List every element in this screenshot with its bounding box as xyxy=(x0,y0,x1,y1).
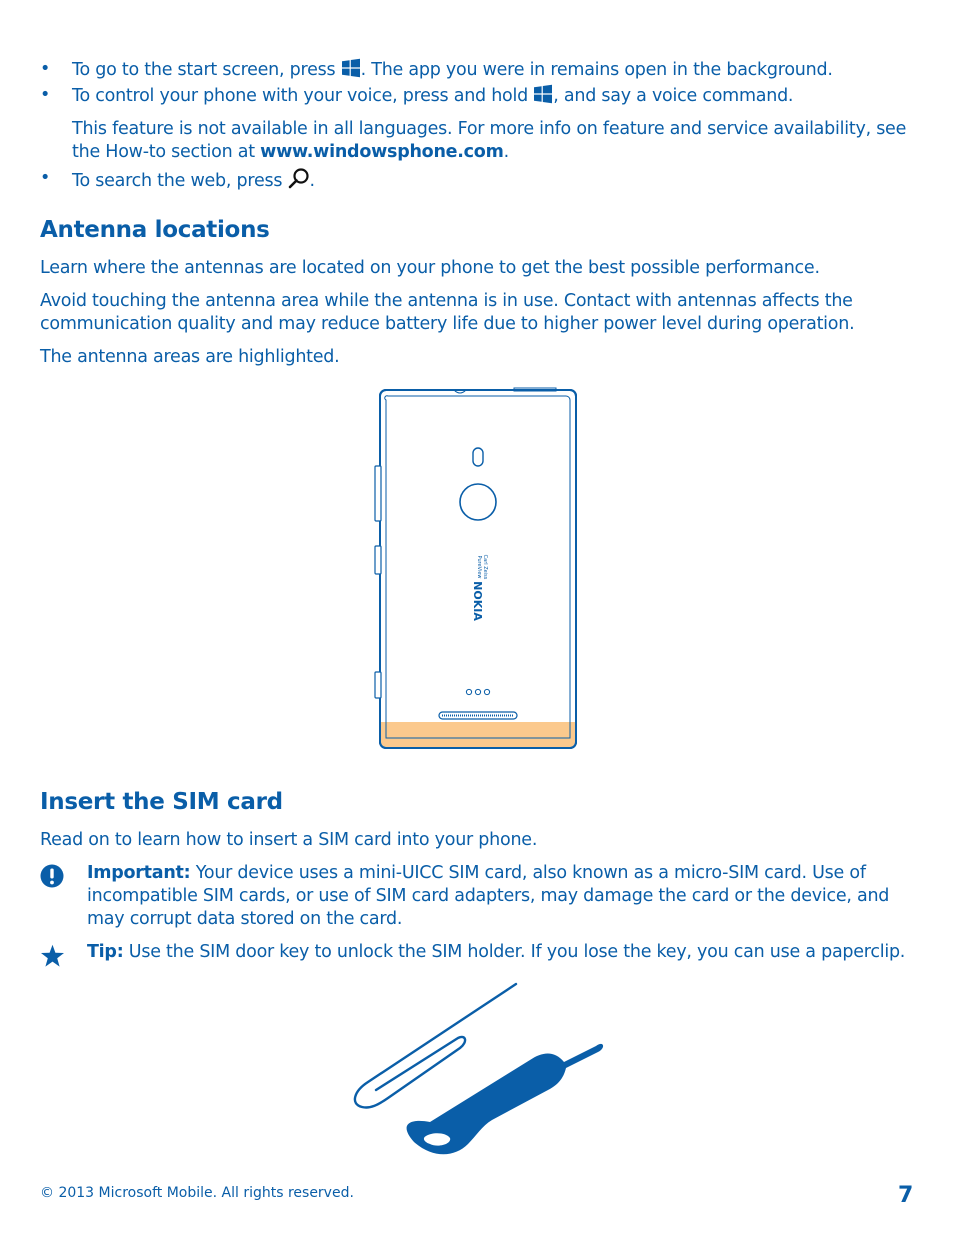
bullet-dot: • xyxy=(40,59,51,79)
important-text: Your device uses a mini-UICC SIM card, also known as a micro-SIM card. Use of incompatible SIM cards, or use of SIM card adapters, may damage the card or the device, and may corrupt data stored on the card. xyxy=(87,863,890,929)
star-icon xyxy=(40,944,65,968)
bullet-dot: • xyxy=(40,168,51,188)
search-icon xyxy=(288,167,310,189)
nokia-logo: NOKIA xyxy=(471,581,484,621)
copyright-footer: © 2013 Microsoft Mobile. All rights reserved. xyxy=(40,1185,354,1201)
windows-logo-icon xyxy=(341,58,361,78)
antenna-area-highlight xyxy=(381,722,575,747)
bullet-text: To control your phone with your voice, press and hold xyxy=(72,86,534,106)
tip-label: Tip: xyxy=(87,942,124,962)
sim-door-key-icon xyxy=(407,1044,604,1154)
camera-button xyxy=(375,672,381,698)
bullet-text-cont: , and say a voice command. xyxy=(553,86,794,106)
bullet-text-cont: . The app you were in remains open in the background. xyxy=(360,60,833,80)
antenna-warning: Avoid touching the antenna area while the antenna is in use. Contact with antennas affects the communication quality and may reduce battery life due to higher power level during operation. xyxy=(40,291,855,334)
lens-label: PureView xyxy=(476,555,482,579)
page-number: 7 xyxy=(898,1183,914,1208)
windows-logo-icon xyxy=(533,84,553,104)
exclamation-icon xyxy=(40,864,64,888)
lens-label-2: Carl Zeiss xyxy=(482,554,488,580)
bullet-text: To go to the start screen, press xyxy=(72,60,341,80)
volume-button xyxy=(375,466,381,521)
phone-back-illustration xyxy=(374,386,580,752)
sim-heading: Insert the SIM card xyxy=(40,789,283,815)
note-text-end: . xyxy=(503,142,509,162)
tip-text: Use the SIM door key to unlock the SIM holder. If you lose the key, you can use a paperclip. xyxy=(123,942,906,962)
important-note xyxy=(87,862,927,931)
antenna-intro: Learn where the antennas are located on your phone to get the best possible performance. xyxy=(40,258,820,278)
note-text: This feature is not available in all languages. For more info on feature and service availability, see the How-to section at xyxy=(72,119,907,162)
power-button xyxy=(375,546,381,574)
tip-note xyxy=(87,941,927,964)
antenna-heading: Antenna locations xyxy=(40,217,270,243)
sim-intro: Read on to learn how to insert a SIM card into your phone. xyxy=(40,830,538,850)
bullet-dot: • xyxy=(40,85,51,105)
antenna-highlight-note: The antenna areas are highlighted. xyxy=(40,347,340,367)
important-label: Important: xyxy=(87,863,191,883)
windowsphone-link[interactable]: www.windowsphone.com xyxy=(260,142,504,162)
bullet-text-end: . xyxy=(309,171,315,191)
bullet-text: To search the web, press xyxy=(72,171,288,191)
voice-availability-note xyxy=(72,118,922,164)
paperclip-and-sim-key-illustration xyxy=(340,976,620,1166)
